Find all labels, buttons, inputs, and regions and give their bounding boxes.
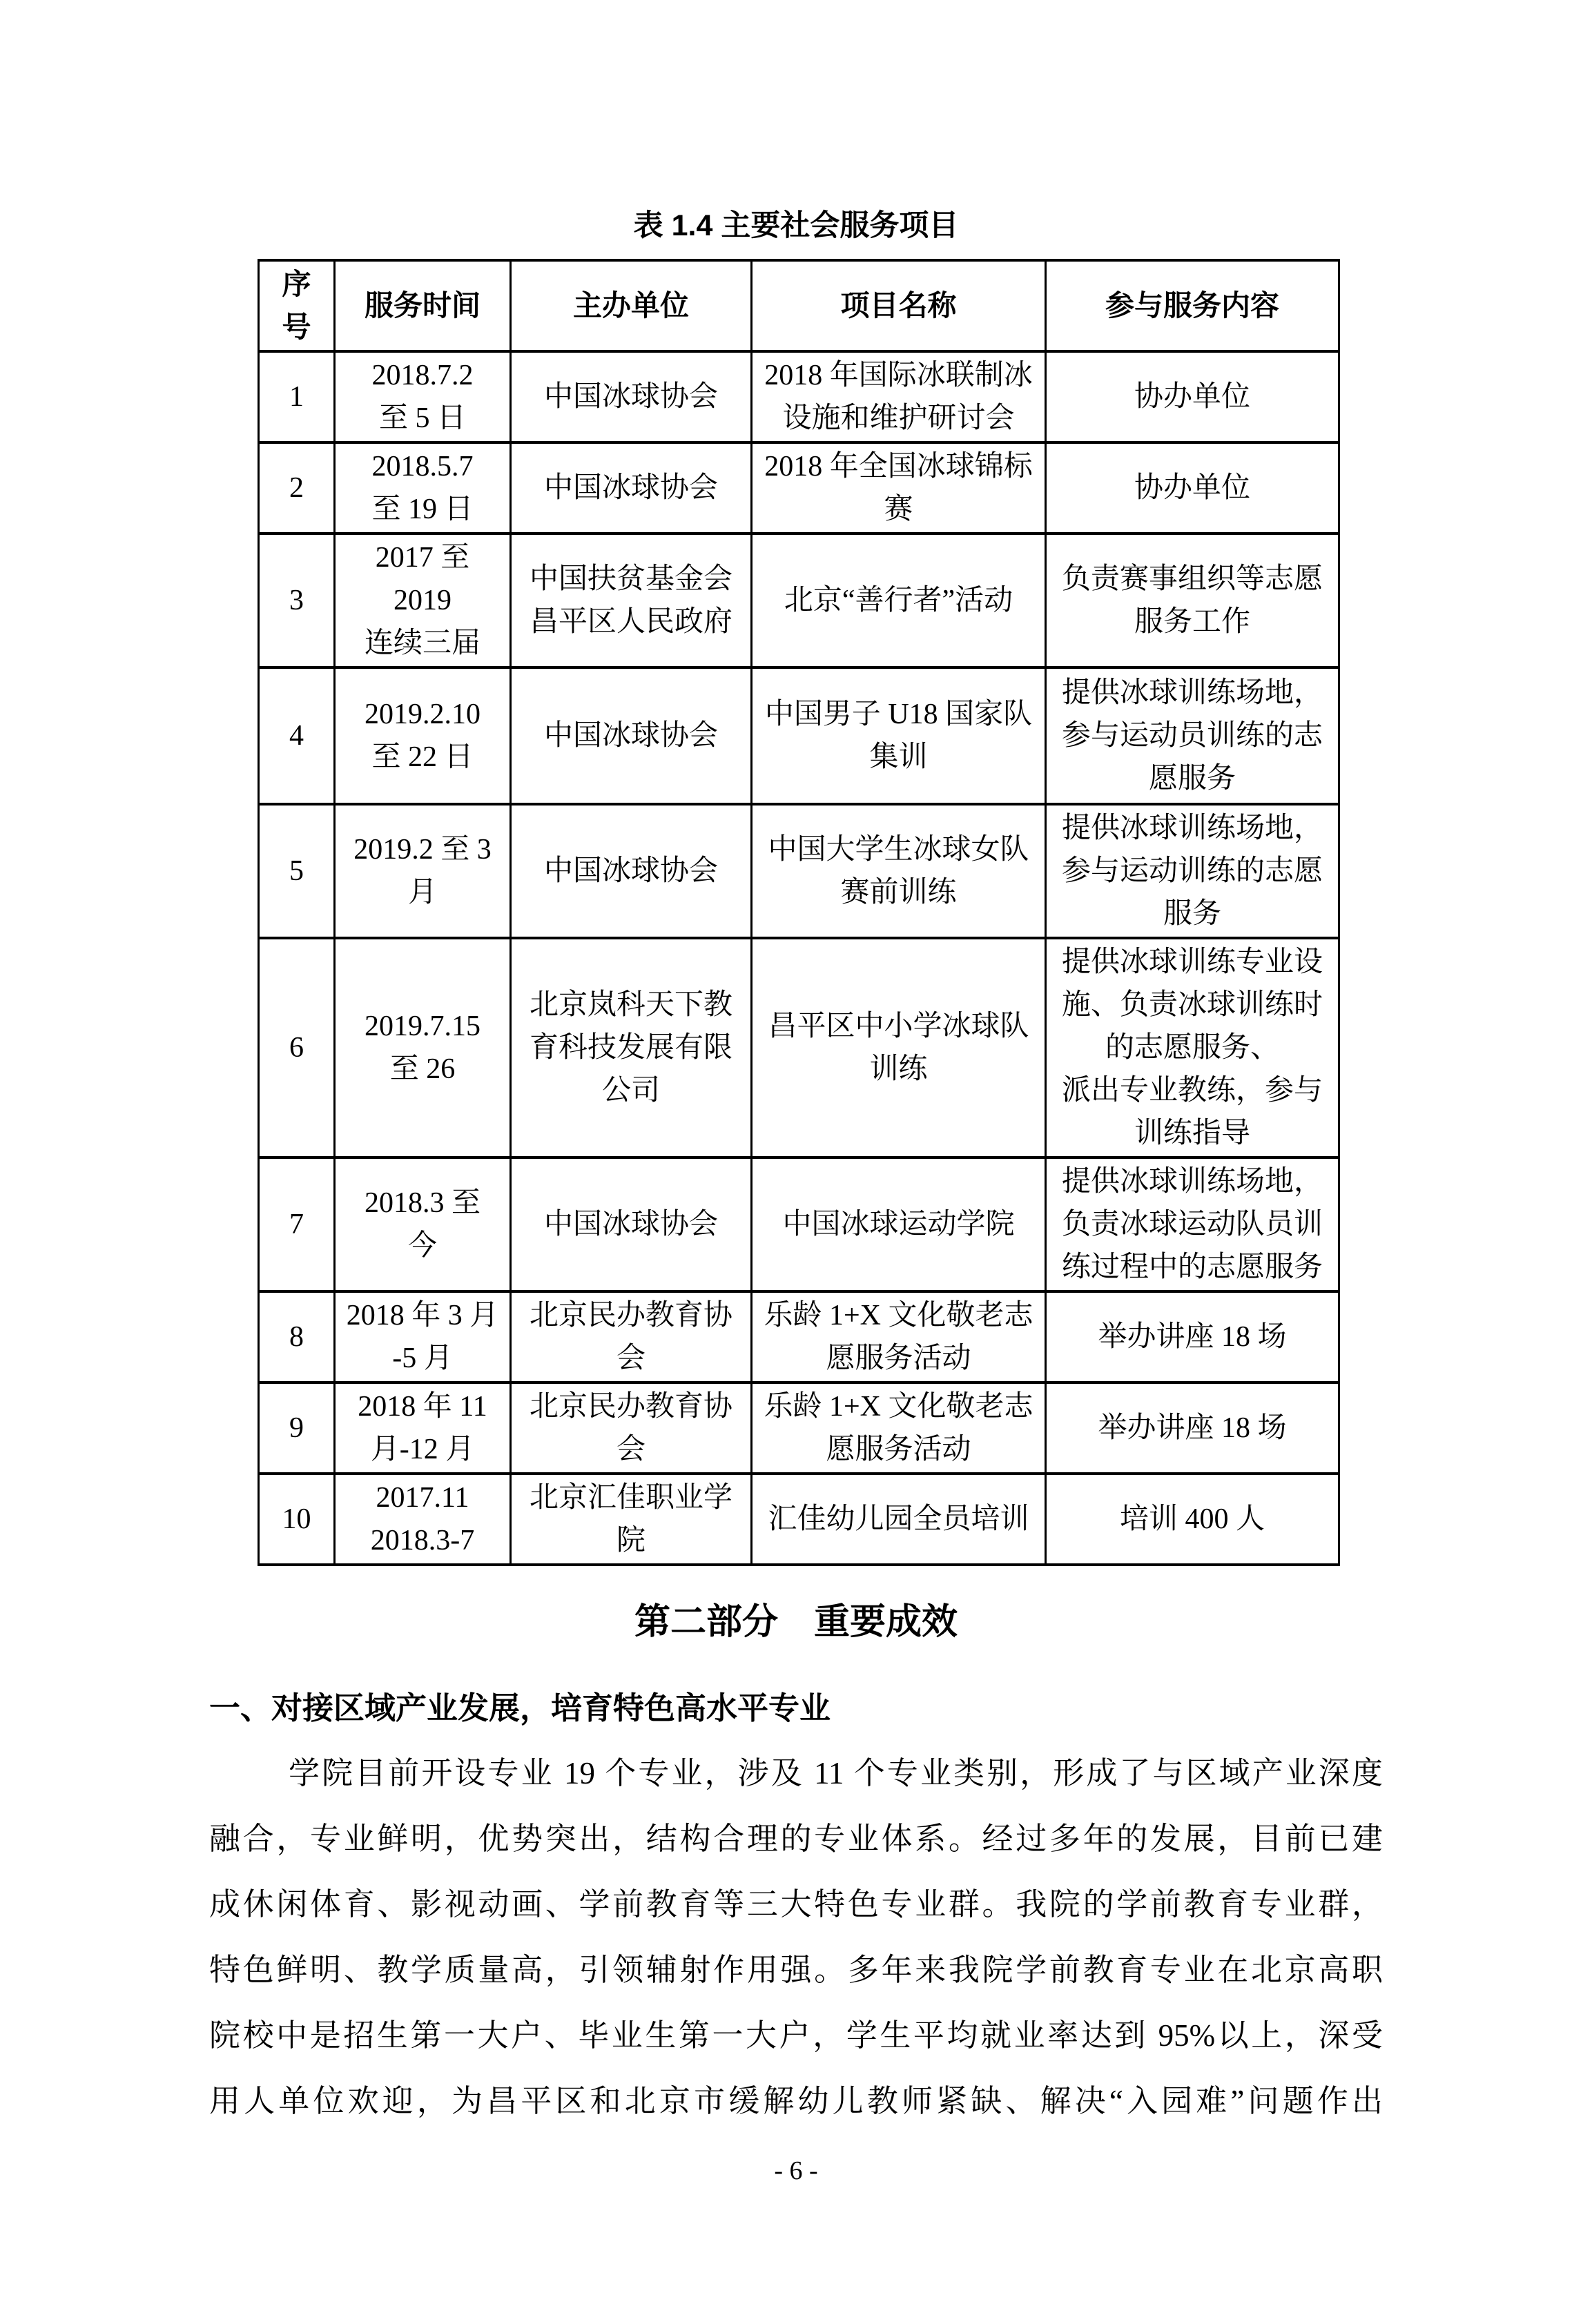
- text-line: 2019.2.10: [365, 699, 480, 730]
- text-line: 乐龄 1+X 文化敬老志: [764, 1391, 1033, 1423]
- header-cell: [335, 260, 511, 351]
- header-cell: [259, 260, 335, 351]
- text-line: 参与运动员训练的志: [1061, 720, 1323, 752]
- cell-serial: [259, 534, 335, 667]
- cell-serial: [259, 1158, 335, 1291]
- text-line: 2017 至: [375, 542, 470, 574]
- text-line: 至 5 日: [378, 402, 466, 434]
- text-line: 4: [289, 720, 304, 752]
- cell-serial: [259, 1383, 335, 1474]
- text-line: 2019.7.15: [365, 1010, 480, 1042]
- body-paragraph: [209, 1741, 1383, 2134]
- text-line: 北京岚科天下教: [529, 989, 732, 1021]
- cell-time: [335, 1158, 511, 1291]
- text-line: 练过程中的志愿服务: [1061, 1251, 1323, 1283]
- cell-serial: [259, 938, 335, 1158]
- page-number: - 6 -: [774, 2156, 818, 2185]
- cell-organizer: [511, 1291, 752, 1383]
- text-line: 5: [289, 855, 304, 887]
- text-line: 连续三届: [364, 627, 480, 659]
- text-line: 昌平区人民政府: [529, 606, 732, 638]
- table-header-row: [259, 260, 1339, 351]
- text-line: 月: [407, 877, 437, 908]
- text-line: 2018.3 至: [364, 1187, 480, 1219]
- text-line: 提供冰球训练场地，: [1061, 812, 1323, 844]
- cell-project: [752, 667, 1046, 804]
- text-line: 至 26: [389, 1053, 456, 1085]
- text-line: 训练指导: [1134, 1117, 1250, 1149]
- cell-serial: [259, 351, 335, 442]
- text-line: 2018 年全国冰球锦标: [764, 451, 1033, 482]
- text-line: 昌平区中小学冰球队: [768, 1010, 1029, 1042]
- cell-service: [1046, 351, 1339, 442]
- text-line: 服务工作: [1134, 606, 1250, 638]
- text-line: 负责赛事组织等志愿: [1061, 563, 1323, 595]
- table-row: [259, 1291, 1339, 1383]
- cell-organizer: [511, 1158, 752, 1291]
- header-cell: [752, 260, 1046, 351]
- header-cell: [1046, 260, 1339, 351]
- text-line: 汇佳幼儿园全员培训: [768, 1503, 1029, 1535]
- paragraph-line: 融合，专业鲜明，优势突出，结构合理的专业体系。经过多年的发展，目前已建: [209, 1822, 1383, 1856]
- text-line: 主办单位: [572, 289, 689, 322]
- text-line: 参与运动训练的志愿: [1061, 855, 1323, 887]
- cell-organizer: [511, 1474, 752, 1565]
- text-line: 1: [289, 381, 304, 413]
- text-line: 愿服务活动: [826, 1434, 971, 1465]
- text-line: 赛前训练: [840, 877, 957, 908]
- cell-time: [335, 1383, 511, 1474]
- table-row: [259, 938, 1339, 1158]
- paragraph-line: 特色鲜明、教学质量高，引领辅射作用强。多年来我院学前教育专业在北京高职: [209, 1953, 1383, 1987]
- section-title: 第二部分 重要成效: [634, 1602, 958, 1642]
- text-line: 7: [289, 1209, 304, 1240]
- text-line: 北京“善行者”活动: [784, 585, 1013, 616]
- cell-serial: [259, 442, 335, 534]
- text-line: 服务: [1163, 898, 1221, 930]
- text-line: 2019.2 至 3: [353, 834, 492, 866]
- table-row: [259, 534, 1339, 667]
- text-line: 集训: [869, 741, 928, 773]
- text-line: 至 22 日: [371, 741, 474, 773]
- cell-organizer: [511, 351, 752, 442]
- text-line: 中国冰球协会: [543, 720, 718, 752]
- cell-time: [335, 1474, 511, 1565]
- text-line: 2019: [394, 585, 452, 616]
- table-row: [259, 804, 1339, 938]
- table-row: [259, 442, 1339, 534]
- cell-time: [335, 534, 511, 667]
- text-line: 提供冰球训练场地，: [1061, 677, 1323, 709]
- cell-service: [1046, 938, 1339, 1158]
- text-line: 乐龄 1+X 文化敬老志: [764, 1300, 1033, 1331]
- cell-service: [1046, 442, 1339, 534]
- cell-service: [1046, 1474, 1339, 1565]
- text-line: -5 月: [392, 1342, 453, 1374]
- cell-organizer: [511, 938, 752, 1158]
- text-line: 今: [407, 1230, 437, 1262]
- text-line: 中国大学生冰球女队: [768, 834, 1029, 866]
- text-line: 负责冰球运动队员训: [1061, 1209, 1323, 1240]
- text-line: 赛: [884, 494, 913, 525]
- text-line: 中国冰球协会: [543, 855, 718, 887]
- paragraph-line: 院校中是招生第一大户、毕业生第一大户，学生平均就业率达到 95%以上，深受: [209, 2018, 1383, 2053]
- cell-project: [752, 804, 1046, 938]
- cell-service: [1046, 667, 1339, 804]
- cell-organizer: [511, 1383, 752, 1474]
- text-line: 2018.7.2: [371, 360, 474, 391]
- text-line: 提供冰球训练场地，: [1061, 1166, 1323, 1198]
- paragraph-line: 成休闲体育、影视动画、学前教育等三大特色专业群。我院的学前教育专业群，: [209, 1887, 1383, 1922]
- table-body: [259, 351, 1339, 1565]
- cell-project: [752, 1383, 1046, 1474]
- cell-service: [1046, 804, 1339, 938]
- text-line: 训练: [869, 1053, 928, 1085]
- text-line: 参与服务内容: [1105, 289, 1279, 322]
- table-row: [259, 1158, 1339, 1291]
- text-line: 2018 年 3 月: [346, 1300, 499, 1331]
- text-line: 2018 年 11: [358, 1391, 487, 1423]
- table-row: [259, 351, 1339, 442]
- text-line: 会: [616, 1342, 645, 1374]
- paragraph-line: 学院目前开设专业 19 个专业，涉及 11 个专业类别，形成了与区域产业深度: [289, 1756, 1383, 1790]
- text-line: 愿服务活动: [826, 1342, 971, 1374]
- text-line: 派出专业教练，参与: [1061, 1075, 1323, 1106]
- cell-project: [752, 351, 1046, 442]
- cell-project: [752, 534, 1046, 667]
- cell-project: [752, 1158, 1046, 1291]
- text-line: 提供冰球训练专业设: [1061, 946, 1323, 978]
- header-cell: [511, 260, 752, 351]
- table-row: [259, 1474, 1339, 1565]
- text-line: 协办单位: [1134, 472, 1250, 504]
- text-line: 项目名称: [840, 289, 957, 322]
- text-line: 中国冰球协会: [543, 472, 718, 504]
- text-line: 中国冰球运动学院: [782, 1209, 1015, 1240]
- text-line: 公司: [601, 1075, 660, 1106]
- cell-serial: [259, 1291, 335, 1383]
- text-line: 北京民办教育协: [529, 1391, 732, 1423]
- cell-project: [752, 938, 1046, 1158]
- cell-service: [1046, 1158, 1339, 1291]
- text-line: 8: [289, 1321, 304, 1353]
- text-line: 2018.3-7: [370, 1525, 475, 1556]
- table-row: [259, 667, 1339, 804]
- text-line: 中国扶贫基金会: [529, 563, 732, 595]
- cell-organizer: [511, 442, 752, 534]
- table-title: 表 1.4 主要社会服务项目: [633, 209, 959, 242]
- text-line: 施、负责冰球训练时: [1061, 989, 1323, 1021]
- cell-time: [335, 1291, 511, 1383]
- cell-organizer: [511, 667, 752, 804]
- text-line: 服务时间: [364, 289, 480, 322]
- cell-time: [335, 442, 511, 534]
- text-line: 至 19 日: [371, 494, 474, 525]
- text-line: 3: [289, 585, 304, 616]
- text-line: 会: [616, 1434, 645, 1465]
- text-line: 举办讲座 18 场: [1098, 1412, 1287, 1444]
- text-line: 6: [289, 1032, 304, 1064]
- text-line: 院: [616, 1525, 645, 1556]
- text-line: 中国男子 U18 国家队: [764, 699, 1033, 730]
- cell-time: [335, 351, 511, 442]
- cell-serial: [259, 667, 335, 804]
- text-line: 2017.11: [376, 1482, 469, 1514]
- cell-service: [1046, 1383, 1339, 1474]
- text-line: 10: [282, 1503, 311, 1535]
- text-line: 育科技发展有限: [529, 1032, 732, 1064]
- cell-organizer: [511, 534, 752, 667]
- text-line: 2018.5.7: [371, 451, 474, 482]
- cell-serial: [259, 804, 335, 938]
- text-line: 月-12 月: [370, 1434, 475, 1465]
- cell-service: [1046, 1291, 1339, 1383]
- text-line: 中国冰球协会: [543, 1209, 718, 1240]
- subsection-heading: 一、对接区域产业发展，培育特色高水平专业: [209, 1690, 831, 1726]
- cell-time: [335, 938, 511, 1158]
- table-row: [259, 1383, 1339, 1474]
- cell-time: [335, 804, 511, 938]
- text-line: 中国冰球协会: [543, 381, 718, 413]
- text-line: 的志愿服务、: [1105, 1032, 1279, 1064]
- text-line: 协办单位: [1134, 381, 1250, 413]
- text-line: 9: [289, 1412, 304, 1444]
- social-service-table: [258, 259, 1340, 1566]
- text-line: 愿服务: [1148, 763, 1236, 794]
- cell-time: [335, 667, 511, 804]
- cell-project: [752, 1474, 1046, 1565]
- text-line: 2: [289, 472, 304, 504]
- cell-project: [752, 442, 1046, 534]
- text-line: 培训 400 人: [1119, 1503, 1265, 1535]
- cell-organizer: [511, 804, 752, 938]
- text-line: 序: [282, 268, 311, 300]
- text-line: 2018 年国际冰联制冰: [764, 360, 1033, 391]
- cell-service: [1046, 534, 1339, 667]
- text-line: 北京民办教育协: [529, 1300, 732, 1331]
- cell-serial: [259, 1474, 335, 1565]
- text-line: 北京汇佳职业学: [529, 1482, 732, 1514]
- paragraph-line: 用人单位欢迎，为昌平区和北京市缓解幼儿教师紧缺、解决“入园难”问题作出: [209, 2084, 1383, 2118]
- text-line: 举办讲座 18 场: [1098, 1321, 1287, 1353]
- text-line: 号: [282, 311, 311, 343]
- cell-project: [752, 1291, 1046, 1383]
- text-line: 设施和维护研讨会: [782, 402, 1015, 434]
